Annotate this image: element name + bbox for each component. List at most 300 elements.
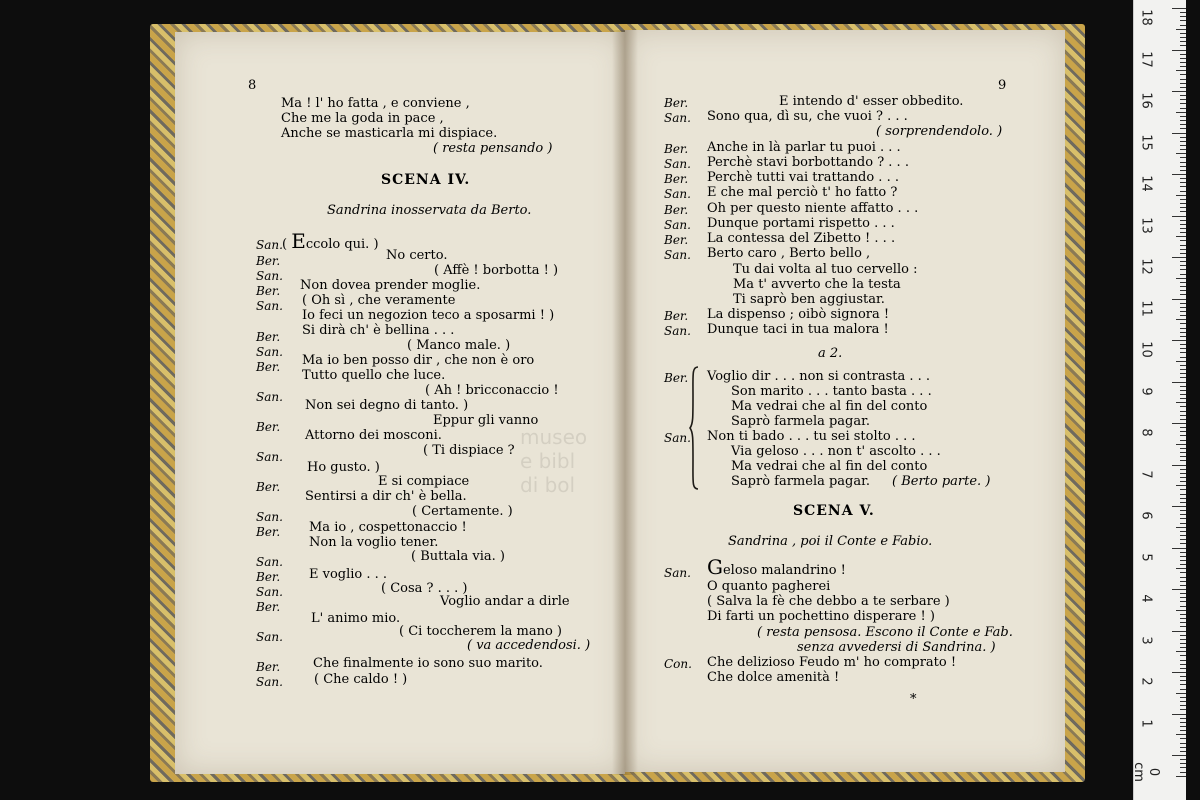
watermark: museo e bibl di bol: [520, 425, 588, 497]
speaker-label: Ber.: [664, 371, 689, 385]
ruler-tick: [1172, 465, 1186, 466]
dialogue-line: La dispenso ; oibò signora !: [707, 307, 890, 322]
ruler-tick: [1180, 203, 1186, 204]
ruler-number: 5: [1138, 552, 1154, 562]
ruler-tick: [1180, 286, 1186, 287]
ruler-tick: [1180, 411, 1186, 412]
ruler-tick: [1180, 489, 1186, 490]
ruler-tick: [1176, 236, 1186, 237]
ruler-tick: [1180, 572, 1186, 573]
dialogue-line: Anche in là parlar tu puoi . . .: [707, 140, 901, 155]
dialogue-line: Eppur gli vanno: [433, 413, 539, 428]
ruler-tick: [1180, 74, 1186, 75]
ruler-tick: [1180, 531, 1186, 532]
ruler-tick: [1172, 174, 1186, 175]
speaker-label: San.: [256, 555, 283, 569]
ruler-number: 11: [1138, 299, 1154, 317]
curly-brace-icon: [689, 366, 699, 490]
ruler-tick: [1172, 755, 1186, 756]
ruler-tick: [1172, 50, 1186, 51]
dialogue-line: ( Ci toccherem la mano ): [399, 624, 563, 639]
dialogue-line: Ma vedrai che al fin del conto: [731, 399, 928, 414]
ruler-tick: [1180, 689, 1186, 690]
ruler-number: 9: [1138, 386, 1154, 396]
speaker-label: San.: [256, 299, 283, 313]
speaker-label: San.: [256, 585, 283, 599]
speaker-label: Ber.: [256, 330, 281, 344]
ruler-tick: [1180, 120, 1186, 121]
ruler-tick: [1180, 514, 1186, 515]
ruler-tick: [1180, 431, 1186, 432]
ruler-tick: [1180, 58, 1186, 59]
ruler-tick: [1180, 62, 1186, 63]
ruler-tick: [1180, 597, 1186, 598]
ruler-tick: [1180, 157, 1186, 158]
ruler-tick: [1180, 116, 1186, 117]
ruler-number: 4: [1138, 594, 1154, 603]
ruler-tick: [1176, 361, 1186, 362]
ruler-tick: [1180, 743, 1186, 744]
ruler-tick: [1180, 232, 1186, 233]
dialogue-line: ( Certamente. ): [412, 504, 513, 519]
ruler-tick: [1176, 112, 1186, 113]
ruler-tick: [1180, 25, 1186, 26]
speaker-label: Ber.: [664, 309, 689, 323]
ruler-tick: [1180, 357, 1186, 358]
ruler-tick: [1180, 12, 1186, 13]
ruler-tick: [1180, 294, 1186, 295]
ruler-tick: [1180, 307, 1186, 308]
ruler-tick: [1180, 224, 1186, 225]
ruler-number: 13: [1138, 216, 1154, 234]
ruler-tick: [1180, 141, 1186, 142]
speaker-label: San.: [256, 345, 283, 359]
ruler-tick: [1180, 373, 1186, 374]
ruler-number: 12: [1138, 258, 1154, 275]
ruler-tick: [1180, 606, 1186, 607]
ruler-tick: [1180, 647, 1186, 648]
ruler-tick: [1180, 99, 1186, 100]
ruler-tick: [1180, 178, 1186, 179]
dialogue-line: Io feci un negozion teco a sposarmi ! ): [302, 308, 555, 323]
dialogue-line: ( Affè ! borbotta ! ): [434, 263, 559, 278]
ruler-tick: [1176, 402, 1186, 403]
verse-line: Ma ! l' ho fatta , e conviene ,: [281, 96, 470, 111]
ruler-tick: [1180, 323, 1186, 324]
ruler-tick: [1180, 577, 1186, 578]
speaker-label: Ber.: [256, 420, 281, 434]
ruler-tick: [1180, 622, 1186, 623]
speaker-label: San.: [256, 675, 283, 689]
scene-subtitle: Sandrina , poi il Conte e Fabio.: [728, 534, 933, 549]
dialogue-line: Ma io , cospettonaccio !: [309, 520, 467, 535]
ruler-number: 18: [1138, 9, 1154, 26]
dialogue-line: Che dolce amenità !: [707, 670, 840, 685]
ruler-tick: [1180, 66, 1186, 67]
speaker-label: San.: [664, 157, 691, 171]
dialogue-line: Ma t' avverto che la testa: [733, 277, 901, 292]
speaker-label: San.: [256, 510, 283, 524]
dialogue-line: Dunque taci in tua malora !: [707, 322, 889, 337]
ruler-tick: [1180, 124, 1186, 125]
dialogue-line: Sono qua, dì su, che vuoi ? . . .: [707, 109, 908, 124]
dialogue-line: ( Ti dispiace ?: [423, 443, 515, 458]
ruler-tick: [1180, 182, 1186, 183]
ruler-tick: [1180, 211, 1186, 212]
scene-subtitle: Sandrina inosservata da Berto.: [327, 203, 532, 218]
ruler-tick: [1180, 348, 1186, 349]
dialogue-line: ( Che caldo ! ): [314, 672, 408, 687]
verse-line: Anche se masticarla mi dispiace.: [281, 126, 498, 141]
ruler-number: 0 cm: [1131, 762, 1161, 782]
ruler-tick: [1180, 718, 1186, 719]
ruler-tick: [1180, 448, 1186, 449]
stage-direction: ( va accedendosi. ): [467, 638, 591, 653]
dialogue-line: Ma io ben posso dir , che non è oro: [302, 353, 535, 368]
dialogue-line: ( Buttala via. ): [411, 549, 505, 564]
dialogue-line: Oh per questo niente affatto . . .: [707, 201, 919, 216]
measuring-ruler: [1133, 0, 1186, 800]
dialogue-line: E voglio . . .: [309, 567, 388, 582]
ruler-tick: [1180, 593, 1186, 594]
ruler-tick: [1176, 29, 1186, 30]
ruler-tick: [1180, 618, 1186, 619]
ruler-tick: [1172, 133, 1186, 134]
dialogue-line: Tu dai volta al tuo cervello :: [733, 262, 918, 277]
ruler-tick: [1180, 265, 1186, 266]
dialogue-line: ( Cosa ? . . . ): [381, 581, 468, 596]
ruler-tick: [1180, 539, 1186, 540]
ruler-tick: [1172, 216, 1186, 217]
ruler-tick: [1172, 382, 1186, 383]
speaker-label: Ber.: [664, 96, 689, 110]
dialogue-line: Tutto quello che luce.: [302, 368, 446, 383]
ruler-tick: [1180, 369, 1186, 370]
a-due-heading: a 2.: [818, 346, 843, 361]
scene-title: SCENA IV.: [381, 172, 471, 188]
dialogue-line: L' animo mio.: [311, 611, 401, 626]
ruler-tick: [1180, 759, 1186, 760]
ruler-tick: [1180, 37, 1186, 38]
ruler-tick: [1176, 278, 1186, 279]
ruler-tick: [1172, 299, 1186, 300]
dialogue-line: Voglio andar a dirle: [440, 594, 570, 609]
ruler-number: 17: [1138, 50, 1154, 68]
scene-title: SCENA V.: [793, 503, 875, 519]
ruler-tick: [1172, 672, 1186, 673]
ruler-tick: [1180, 705, 1186, 706]
ruler-tick: [1180, 427, 1186, 428]
ruler-tick: [1176, 485, 1186, 486]
ruler-tick: [1180, 747, 1186, 748]
ruler-number: 15: [1138, 133, 1154, 151]
ruler-tick: [1180, 469, 1186, 470]
ruler-number: 3: [1138, 635, 1154, 645]
ruler-tick: [1180, 290, 1186, 291]
speaker-label: San.: [664, 248, 691, 262]
ruler-tick: [1180, 498, 1186, 499]
speaker-label: Ber.: [664, 203, 689, 217]
ruler-tick: [1180, 643, 1186, 644]
ruler-tick: [1180, 751, 1186, 752]
ruler-tick: [1180, 377, 1186, 378]
ruler-number: 16: [1138, 92, 1154, 109]
ruler-tick: [1180, 45, 1186, 46]
ruler-number: 2: [1138, 677, 1154, 686]
ruler-tick: [1180, 269, 1186, 270]
ruler-tick: [1180, 282, 1186, 283]
dialogue-line: Non la voglio tener.: [309, 535, 439, 550]
book-gutter: [612, 30, 638, 775]
verse-line: Che me la goda in pace ,: [281, 111, 444, 126]
speaker-label: Ber.: [664, 142, 689, 156]
ruler-tick: [1176, 319, 1186, 320]
ruler-tick: [1180, 668, 1186, 669]
ruler-tick: [1180, 660, 1186, 661]
dialogue-line: O quanto pagherei: [707, 579, 831, 594]
speaker-label: San.: [664, 431, 691, 445]
ruler-tick: [1176, 776, 1186, 777]
ruler-tick: [1172, 91, 1186, 92]
ruler-tick: [1176, 70, 1186, 71]
ruler-tick: [1180, 701, 1186, 702]
ruler-tick: [1176, 527, 1186, 528]
ruler-tick: [1180, 767, 1186, 768]
ruler-tick: [1180, 639, 1186, 640]
ruler-tick: [1180, 552, 1186, 553]
ruler-tick: [1180, 684, 1186, 685]
ruler-tick: [1180, 228, 1186, 229]
speaker-label: Ber.: [664, 233, 689, 247]
ruler-tick: [1180, 390, 1186, 391]
ruler-tick: [1180, 149, 1186, 150]
ruler-tick: [1176, 610, 1186, 611]
speaker-label: San.: [664, 111, 691, 125]
catchword-mark: *: [910, 692, 917, 707]
ruler-tick: [1176, 693, 1186, 694]
ruler-number: 8: [1138, 428, 1154, 437]
ruler-tick: [1180, 332, 1186, 333]
dialogue-line: E che mal perciò t' ho fatto ?: [707, 185, 898, 200]
ruler-tick: [1180, 481, 1186, 482]
ruler-tick: [1180, 95, 1186, 96]
ruler-tick: [1180, 311, 1186, 312]
ruler-tick: [1180, 41, 1186, 42]
ruler-tick: [1180, 502, 1186, 503]
ruler-tick: [1180, 54, 1186, 55]
dialogue-line: ( Eccolo qui. ): [282, 229, 379, 253]
ruler-tick: [1172, 589, 1186, 590]
dialogue-line: Che delizioso Feudo m' ho comprato !: [707, 655, 957, 670]
speaker-label: Ber.: [256, 570, 281, 584]
ruler-tick: [1180, 581, 1186, 582]
ruler-tick: [1180, 328, 1186, 329]
page-number-right: 9: [998, 78, 1007, 93]
ruler-tick: [1180, 315, 1186, 316]
dialogue-line: Berto caro , Berto bello ,: [707, 246, 871, 261]
stage-direction: ( resta pensosa. Escono il Conte e Fab.: [757, 625, 1013, 640]
ruler-tick: [1180, 199, 1186, 200]
ruler-tick: [1180, 253, 1186, 254]
speaker-label: Ber.: [256, 254, 281, 268]
ruler-tick: [1180, 510, 1186, 511]
ruler-tick: [1180, 145, 1186, 146]
dialogue-line: Ho gusto. ): [307, 460, 380, 475]
ruler-tick: [1180, 494, 1186, 495]
speaker-label: San.: [664, 218, 691, 232]
speaker-label: Ber.: [256, 360, 281, 374]
ruler-tick: [1180, 240, 1186, 241]
ruler-tick: [1180, 16, 1186, 17]
speaker-label: Ber.: [664, 172, 689, 186]
ruler-tick: [1180, 614, 1186, 615]
dialogue-line: No certo.: [386, 248, 448, 263]
ruler-tick: [1180, 344, 1186, 345]
ruler-tick: [1180, 473, 1186, 474]
ruler-tick: [1180, 655, 1186, 656]
ruler-tick: [1180, 108, 1186, 109]
dialogue-line: Saprò farmela pagar.: [731, 414, 871, 429]
speaker-label: Ber.: [256, 525, 281, 539]
page-number-left: 8: [248, 78, 257, 93]
ruler-tick: [1180, 726, 1186, 727]
ruler-tick: [1180, 585, 1186, 586]
ruler-tick: [1180, 664, 1186, 665]
dialogue-line: Ti saprò ben aggiustar.: [733, 292, 885, 307]
ruler-tick: [1180, 523, 1186, 524]
dialogue-line: Che finalmente io sono suo marito.: [313, 656, 543, 671]
ruler-tick: [1180, 680, 1186, 681]
dialogue-line: Non dovea prender moglie.: [300, 278, 481, 293]
speaker-label: Con.: [664, 657, 692, 671]
speaker-label: San.: [256, 630, 283, 644]
ruler-tick: [1172, 8, 1186, 9]
ruler-tick: [1180, 543, 1186, 544]
ruler-tick: [1180, 394, 1186, 395]
dialogue-line: ( Ah ! bricconaccio !: [425, 383, 559, 398]
ruler-tick: [1180, 456, 1186, 457]
ruler-tick: [1180, 601, 1186, 602]
speaker-label: Ber.: [256, 600, 281, 614]
speaker-label: San.: [256, 390, 283, 404]
ruler-tick: [1180, 83, 1186, 84]
speaker-label: San.: [664, 324, 691, 338]
ruler-tick: [1180, 763, 1186, 764]
dialogue-line: Perchè tutti vai trattando . . .: [707, 170, 899, 185]
stage-direction: ( resta pensando ): [433, 141, 553, 156]
dialogue-line: Attorno dei mosconi.: [305, 428, 442, 443]
speaker-label: Ber.: [256, 480, 281, 494]
dialogue-line: ( Manco male. ): [407, 338, 511, 353]
ruler-tick: [1180, 722, 1186, 723]
ruler-tick: [1180, 303, 1186, 304]
ruler-tick: [1180, 170, 1186, 171]
ruler-tick: [1180, 261, 1186, 262]
ruler-tick: [1180, 697, 1186, 698]
speaker-label: Ber.: [256, 284, 281, 298]
stage-direction: ( sorprendendolo. ): [876, 124, 1003, 139]
ruler-tick: [1172, 340, 1186, 341]
speaker-label: San.: [664, 187, 691, 201]
ruler-tick: [1180, 191, 1186, 192]
ruler-tick: [1172, 714, 1186, 715]
ruler-tick: [1180, 556, 1186, 557]
ruler-tick: [1180, 162, 1186, 163]
speaker-label: San.: [664, 566, 691, 580]
ruler-number: 7: [1138, 469, 1154, 479]
dialogue-line: Di farti un pochettino disperare ! ): [707, 609, 935, 624]
ruler-tick: [1180, 435, 1186, 436]
ruler-tick: [1172, 506, 1186, 507]
dialogue-line: Voglio dir . . . non si contrasta . . .: [707, 369, 931, 384]
ruler-tick: [1172, 423, 1186, 424]
ruler-tick: [1180, 560, 1186, 561]
dialogue-line: Dunque portami rispetto . . .: [707, 216, 895, 231]
dialogue-line: E si compiace: [378, 474, 470, 489]
ruler-tick: [1180, 626, 1186, 627]
dialogue-line: Saprò farmela pagar.: [731, 474, 871, 489]
ruler-tick: [1180, 398, 1186, 399]
ruler-tick: [1180, 20, 1186, 21]
ruler-tick: [1180, 274, 1186, 275]
ruler-tick: [1180, 415, 1186, 416]
ruler-number: 6: [1138, 511, 1154, 520]
ruler-tick: [1180, 33, 1186, 34]
dialogue-line: Perchè stavi borbottando ? . . .: [707, 155, 909, 170]
ruler-tick: [1180, 477, 1186, 478]
ruler-tick: [1180, 365, 1186, 366]
dialogue-line: ( Oh sì , che veramente: [302, 293, 456, 308]
speaker-label: Ber.: [256, 660, 281, 674]
dialogue-line: Via geloso . . . non t' ascolto . . .: [731, 444, 941, 459]
ruler-tick: [1176, 153, 1186, 154]
ruler-tick: [1180, 128, 1186, 129]
ruler-tick: [1180, 709, 1186, 710]
ruler-tick: [1180, 772, 1186, 773]
ruler-tick: [1176, 734, 1186, 735]
dialogue-line: ( Salva la fè che debbo a te serbare ): [707, 594, 950, 609]
ruler-tick: [1176, 195, 1186, 196]
ruler-tick: [1180, 518, 1186, 519]
ruler-tick: [1180, 535, 1186, 536]
ruler-tick: [1172, 631, 1186, 632]
ruler-tick: [1180, 79, 1186, 80]
ruler-tick: [1180, 406, 1186, 407]
ruler-tick: [1180, 103, 1186, 104]
ruler-tick: [1180, 564, 1186, 565]
stage-direction: ( Berto parte. ): [892, 474, 991, 489]
speaker-label: San.: [256, 238, 283, 252]
ruler-tick: [1172, 548, 1186, 549]
stage-direction: senza avvedersi di Sandrina. ): [797, 640, 996, 655]
ruler-number: 10: [1138, 341, 1154, 358]
ruler-tick: [1180, 186, 1186, 187]
speaker-label: San.: [256, 269, 283, 283]
ruler-tick: [1180, 452, 1186, 453]
ruler-tick: [1176, 568, 1186, 569]
ruler-tick: [1180, 352, 1186, 353]
ruler-number: 1: [1138, 718, 1154, 728]
ruler-tick: [1180, 738, 1186, 739]
speaker-label: San.: [256, 450, 283, 464]
dialogue-line: E intendo d' esser obbedito.: [779, 94, 964, 109]
ruler-tick: [1176, 651, 1186, 652]
ruler-tick: [1180, 676, 1186, 677]
ruler-tick: [1180, 460, 1186, 461]
ruler-tick: [1180, 249, 1186, 250]
dialogue-line: Sentirsi a dir ch' è bella.: [305, 489, 467, 504]
ruler-tick: [1180, 386, 1186, 387]
